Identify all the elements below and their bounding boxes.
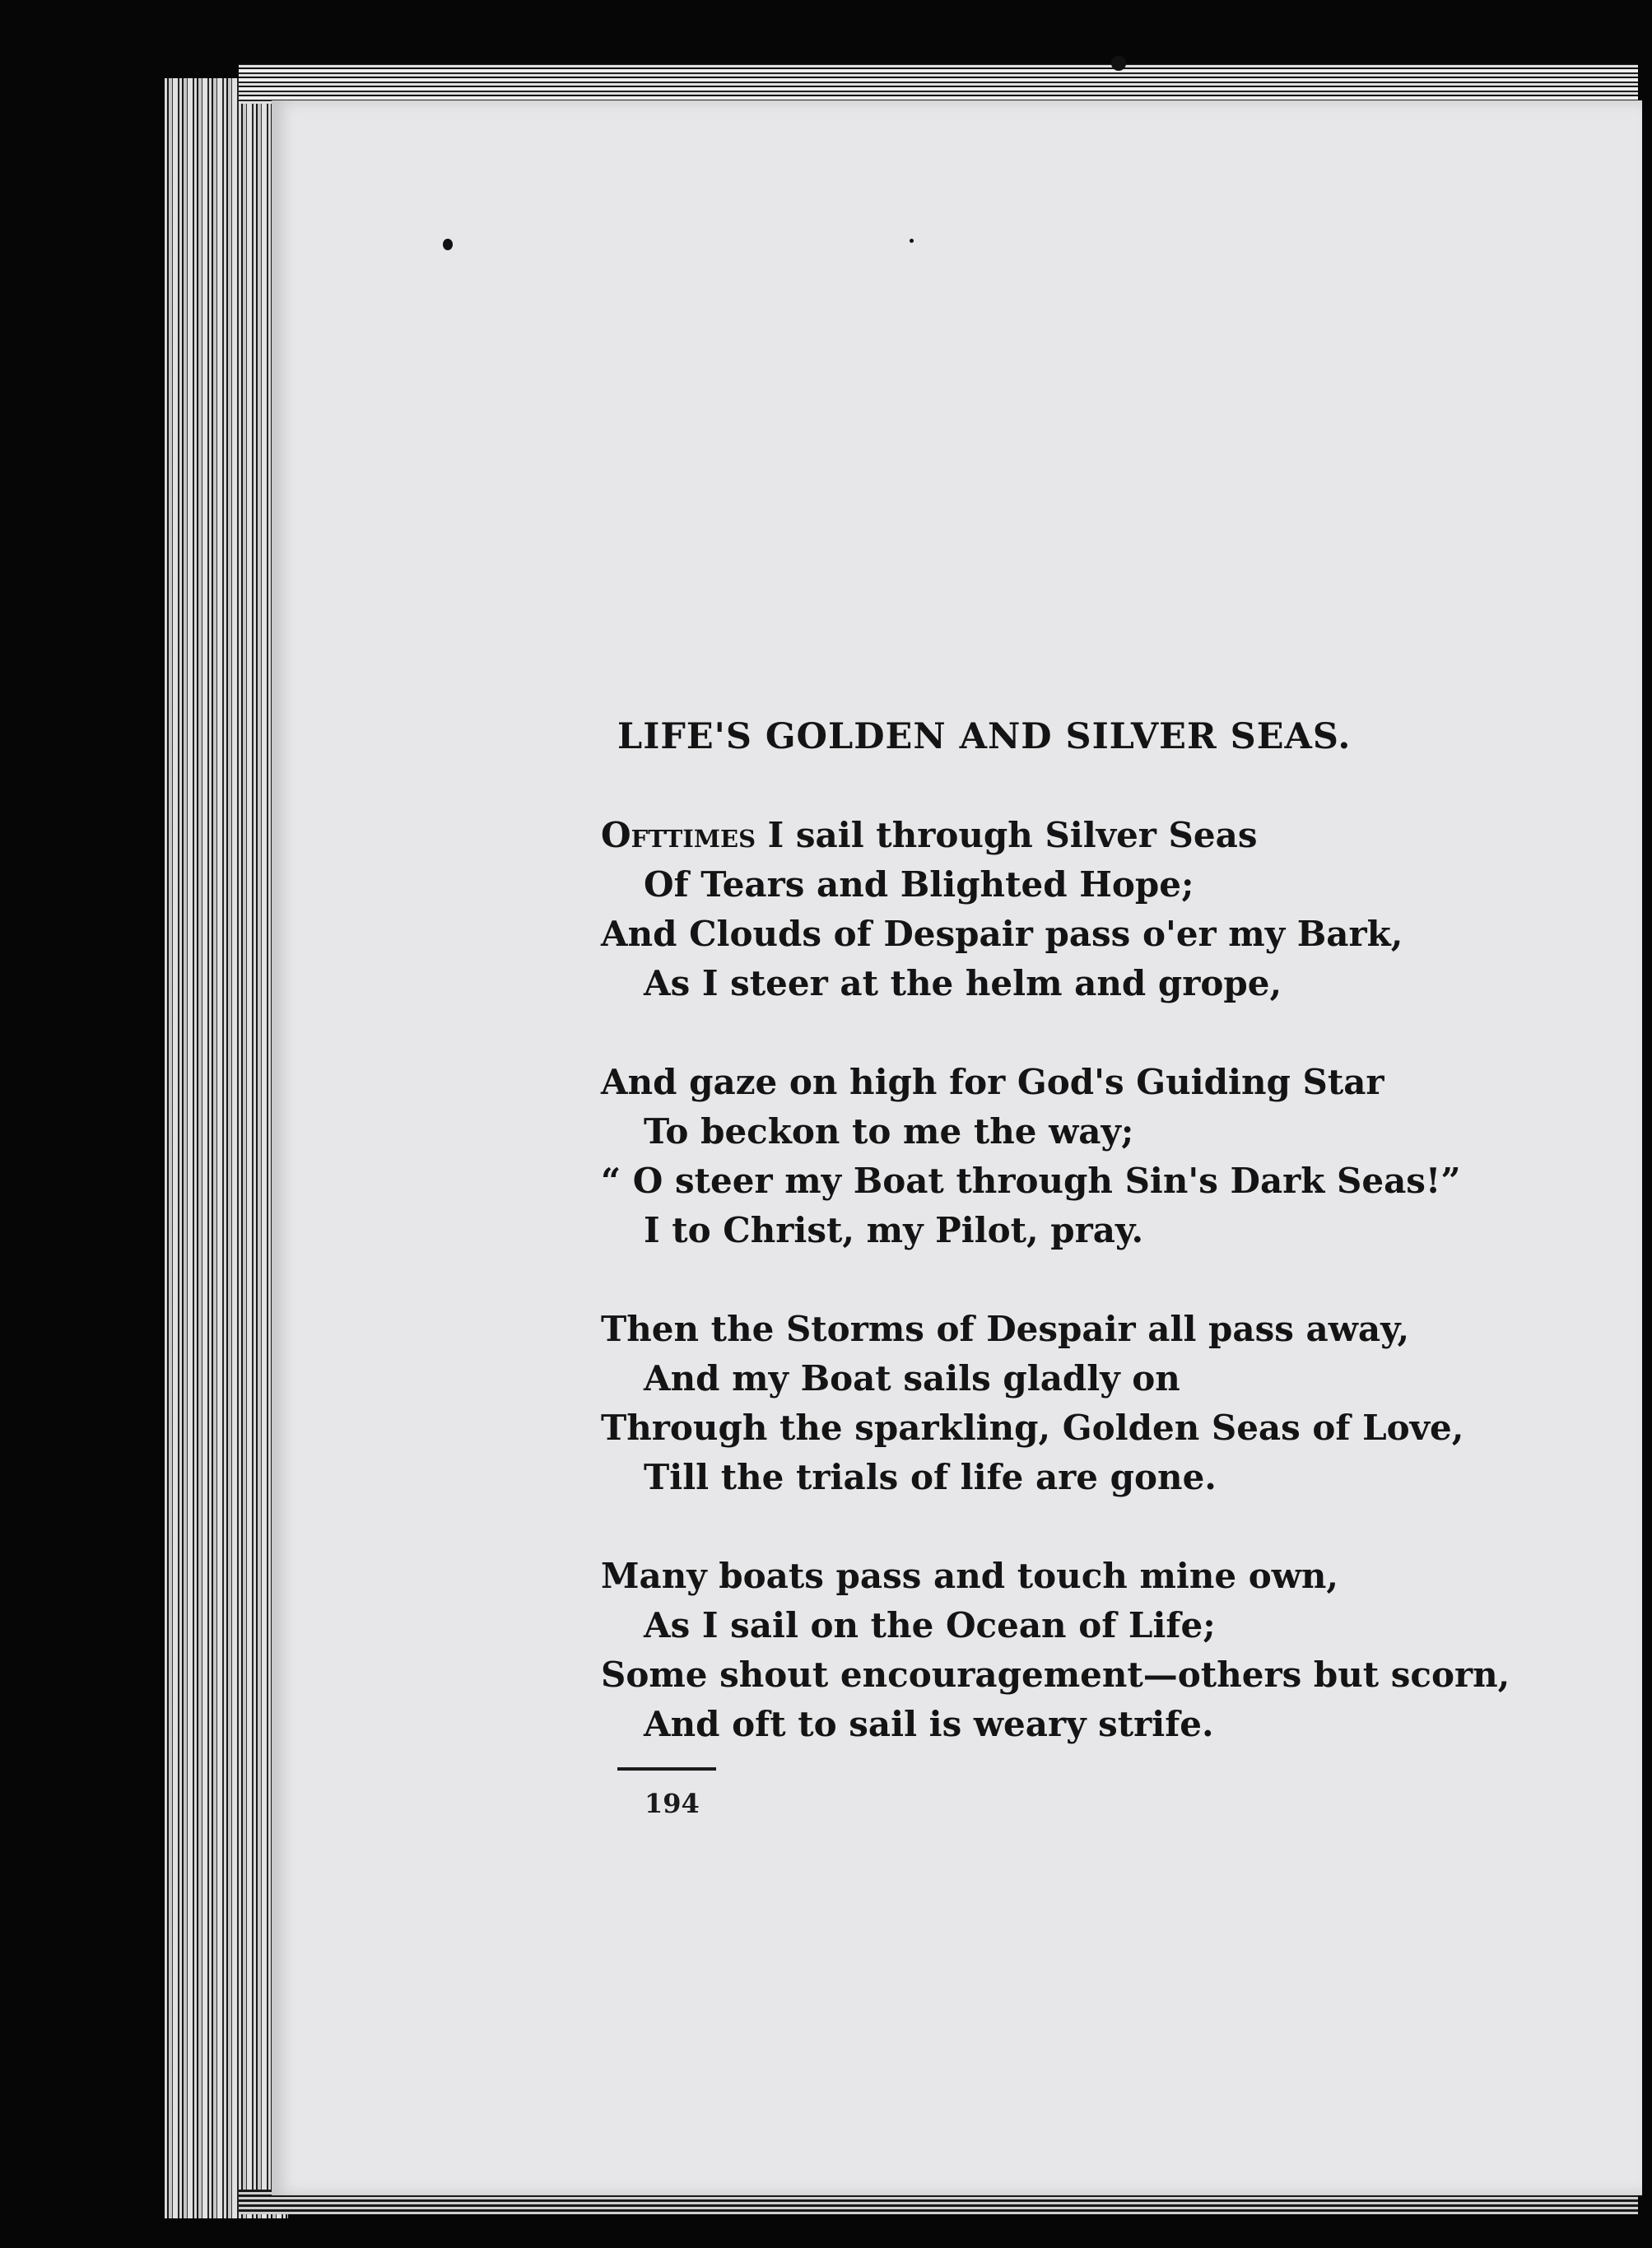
poem-line-text: And oft to sail is weary strife. xyxy=(644,1704,1214,1744)
poem-line xyxy=(601,1354,1589,1403)
stanza-1 xyxy=(601,811,1589,1008)
poem-line-text: I sail through Silver Seas xyxy=(756,815,1258,855)
poem-line-text: Many boats pass and touch mine own, xyxy=(601,1556,1339,1596)
poem-line xyxy=(601,1552,1589,1601)
poem-title: LIFE'S GOLDEN AND SILVER SEAS. xyxy=(617,716,1352,757)
poem-line xyxy=(601,1305,1589,1354)
poem-line xyxy=(601,1453,1589,1502)
poem-line xyxy=(601,1403,1589,1453)
poem-line-text: Some shout encouragement—others but scorn, xyxy=(601,1655,1510,1695)
poem-line-text: And Clouds of Despair pass o'er my Bark, xyxy=(601,914,1403,954)
ink-speck xyxy=(1111,56,1126,71)
poem-line-text: As I steer at the helm and grope, xyxy=(644,963,1282,1003)
stanza-3 xyxy=(601,1305,1589,1502)
poem-line-text: As I sail on the Ocean of Life; xyxy=(644,1605,1216,1645)
poem-line-lead: Ofttimes xyxy=(601,815,756,855)
poem-line-text: And my Boat sails gladly on xyxy=(644,1358,1180,1399)
page-edges-left xyxy=(165,78,288,2218)
stanza-2 xyxy=(601,1058,1589,1255)
stanza-4 xyxy=(601,1552,1589,1749)
poem xyxy=(601,716,1589,1799)
poem-line-text: To beckon to me the way; xyxy=(644,1111,1134,1152)
ink-speck xyxy=(910,239,914,243)
poem-stanzas xyxy=(601,811,1589,1749)
ink-speck xyxy=(443,239,453,250)
poem-line-text: Through the sparkling, Golden Seas of Love, xyxy=(601,1408,1464,1448)
poem-line xyxy=(601,910,1589,959)
poem-line xyxy=(601,811,1589,860)
poem-line-text: “ O steer my Boat through Sin's Dark Seas!” xyxy=(601,1161,1461,1201)
page-number: 194 xyxy=(645,1788,700,1819)
poem-line xyxy=(601,1601,1589,1650)
page-edges-top xyxy=(239,64,1638,104)
poem-line xyxy=(601,1700,1589,1749)
poem-line-text: Of Tears and Blighted Hope; xyxy=(644,864,1194,905)
poem-line-text: Till the trials of life are gone. xyxy=(644,1457,1217,1497)
poem-line xyxy=(601,860,1589,910)
poem-line xyxy=(601,1058,1589,1107)
poem-line-text: And gaze on high for God's Guiding Star xyxy=(601,1062,1384,1102)
poem-line xyxy=(601,1157,1589,1206)
poem-line xyxy=(601,1107,1589,1157)
poem-line xyxy=(601,1206,1589,1255)
poem-line-text: Then the Storms of Despair all pass away, xyxy=(601,1309,1410,1349)
poem-line xyxy=(601,959,1589,1008)
poem-line-text: I to Christ, my Pilot, pray. xyxy=(644,1210,1144,1250)
poem-line xyxy=(601,1650,1589,1700)
footer-rule xyxy=(617,1767,716,1771)
